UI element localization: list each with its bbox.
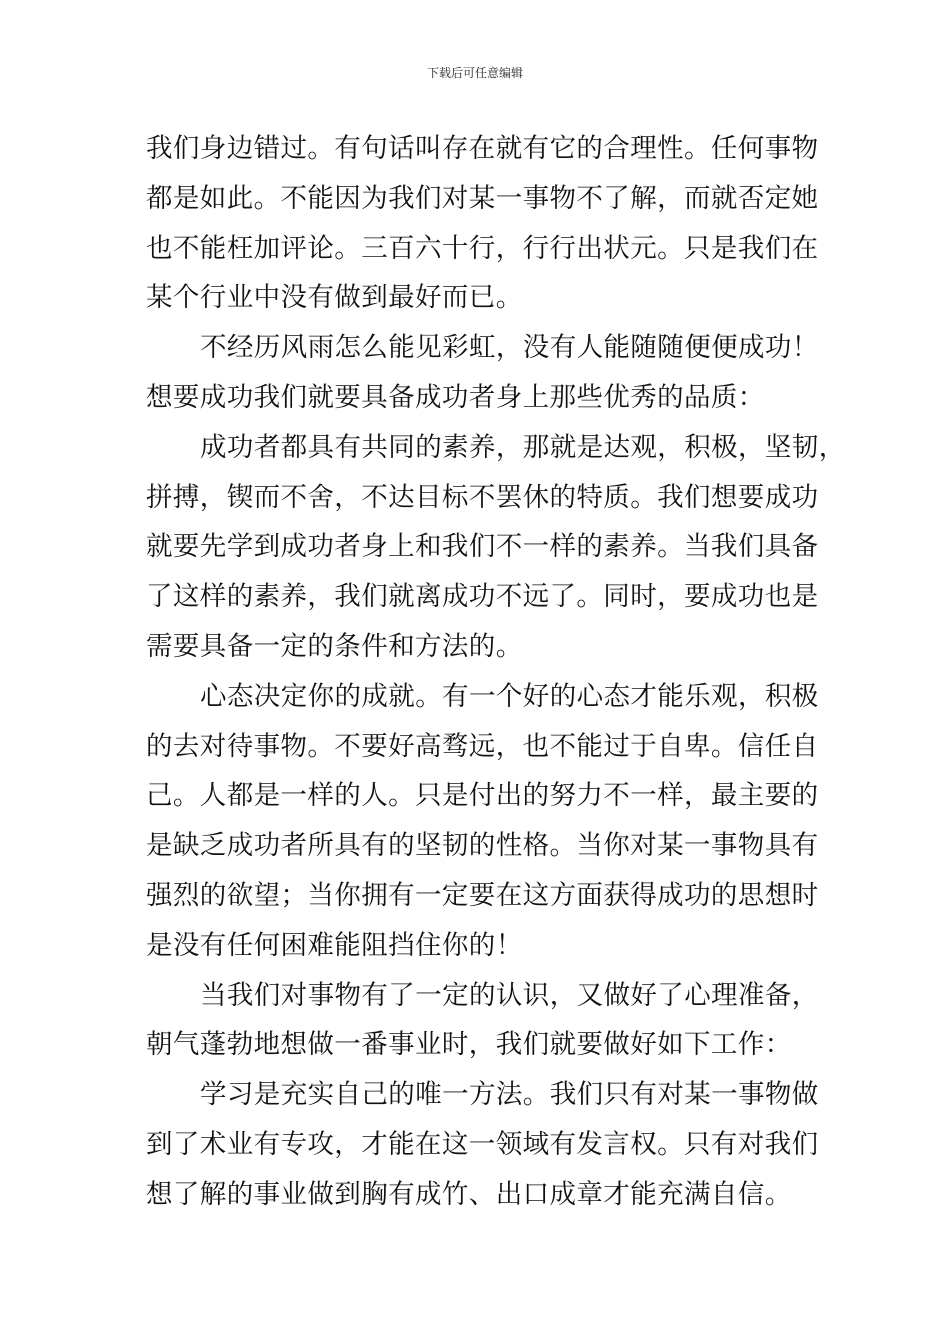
- text-line: 是缺乏成功者所具有的坚韧的性格。当你对某一事物具有: [146, 830, 819, 862]
- paragraph: [146, 323, 818, 423]
- paragraph: [146, 672, 818, 971]
- text-line: 己。人都是一样的人。只是付出的努力不一样，最主要的: [146, 780, 819, 812]
- text-line: 朝气蓬勃地想做一番事业时，我们就要做好如下工作：: [146, 1029, 792, 1061]
- text-line: 当我们对事物有了一定的认识，又做好了心理准备，: [200, 979, 819, 1011]
- text-line: 想要成功我们就要具备成功者身上那些优秀的品质：: [146, 381, 765, 413]
- text-line: 的去对待事物。不要好高骛远，也不能过于自卑。信任自: [146, 730, 819, 762]
- page-header: 下载后可任意编辑: [426, 66, 523, 80]
- text-line: 是没有任何困难能阻挡住你的！: [146, 929, 523, 961]
- paragraph: [146, 423, 846, 672]
- paragraph: [146, 124, 818, 323]
- text-line: 拼搏，锲而不舍，不达目标不罢休的特质。我们想要成功: [146, 481, 819, 513]
- text-line: 都是如此。不能因为我们对某一事物不了解，而就否定她: [146, 182, 819, 214]
- document-body: [146, 124, 846, 1220]
- paragraph: [146, 971, 818, 1071]
- text-line: 我们身边错过。有句话叫存在就有它的合理性。任何事物: [146, 133, 819, 164]
- text-line: 某个行业中没有做到最好而已。: [146, 282, 523, 314]
- text-line: 就要先学到成功者身上和我们不一样的素养。当我们具备: [146, 531, 819, 563]
- text-line: 强烈的欲望；当你拥有一定要在这方面获得成功的思想时: [146, 879, 819, 911]
- paragraph: [146, 1070, 818, 1219]
- text-line: 需要具备一定的条件和方法的。: [146, 630, 523, 662]
- text-line: 心态决定你的成就。有一个好的心态才能乐观，积极: [200, 680, 819, 712]
- text-line: 成功者都具有共同的素养，那就是达观，积极，坚韧，: [200, 431, 846, 463]
- text-line: 了这样的素养，我们就离成功不远了。同时，要成功也是: [146, 581, 819, 613]
- text-line: 也不能枉加评论。三百六十行，行行出状元。只是我们在: [146, 232, 819, 264]
- text-line: 想了解的事业做到胸有成竹、出口成章才能充满自信。: [146, 1178, 792, 1210]
- text-line: 到了术业有专攻，才能在这一领域有发言权。只有对我们: [146, 1128, 819, 1160]
- text-line: 不经历风雨怎么能见彩虹，没有人能随随便便成功！: [200, 332, 819, 364]
- text-line: 学习是充实自己的唯一方法。我们只有对某一事物做: [200, 1079, 819, 1111]
